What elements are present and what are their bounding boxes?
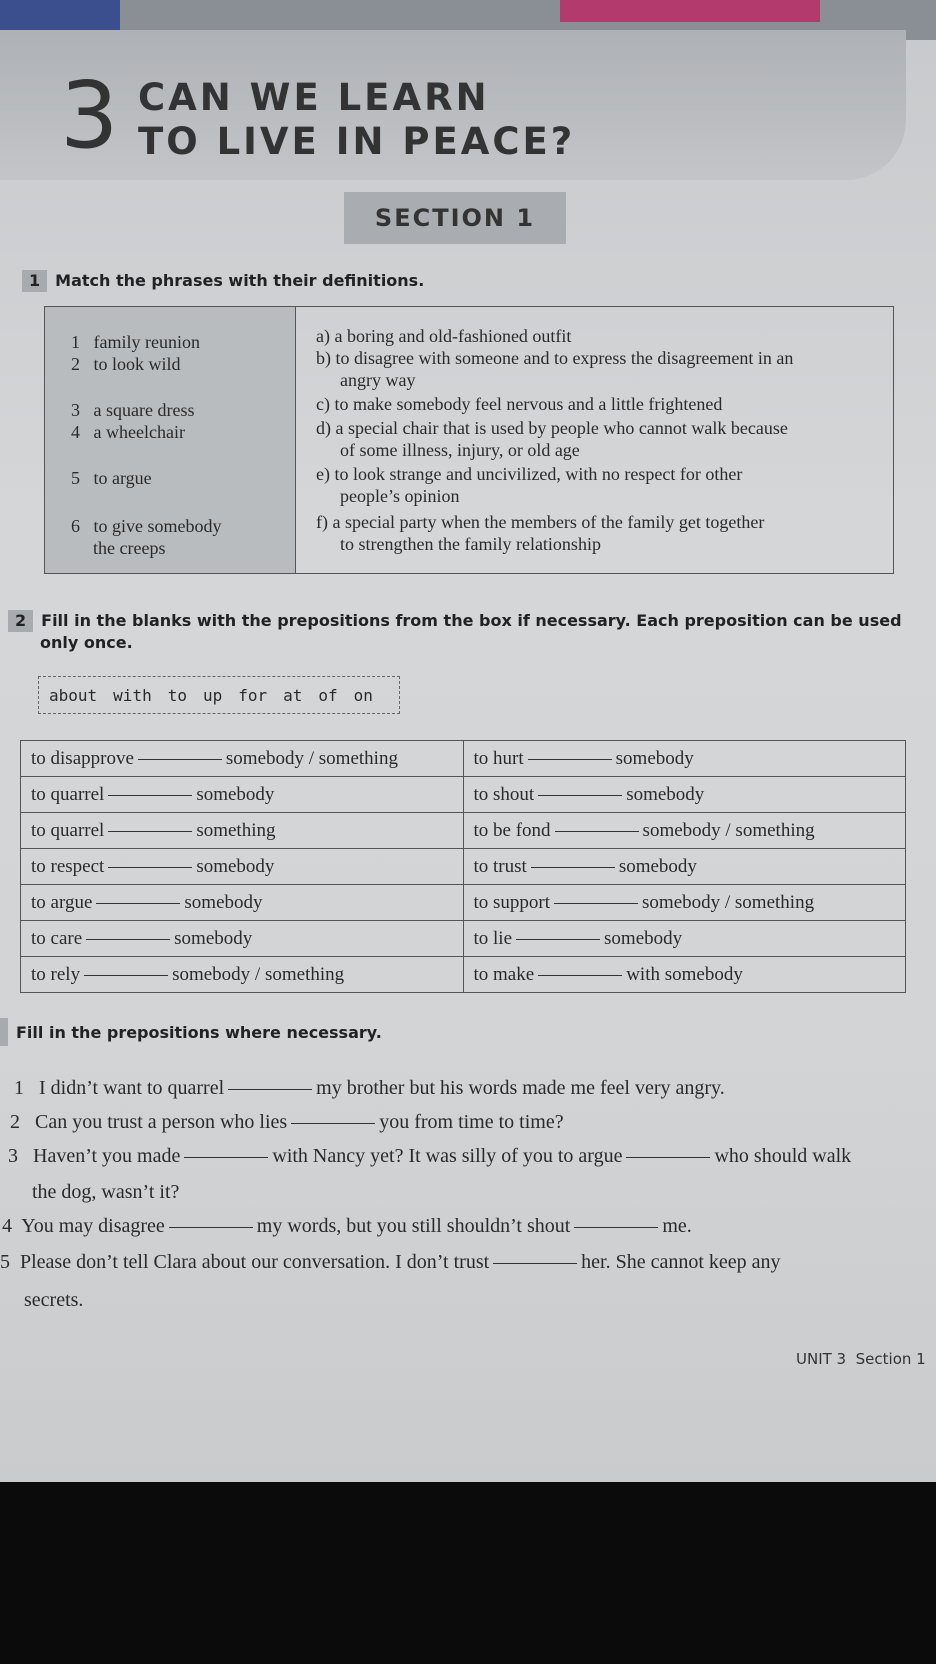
definition-item: d) a special chair that is used by people who cannot walk because (316, 418, 788, 438)
answer-blank[interactable] (528, 759, 612, 760)
page-footer (796, 1350, 926, 1368)
definition-item-continued: people’s opinion (340, 486, 460, 506)
phrase-item: 2 to look wild (71, 354, 181, 374)
phrase-item-continued: the creeps (93, 538, 166, 558)
box-word: on (353, 685, 373, 705)
definition-item: a) a boring and old-fashioned outfit (316, 326, 572, 346)
table-cell-left: to argue somebody (21, 885, 464, 921)
ex1-instruction: Match the phrases with their definitions. (55, 271, 425, 290)
ex3-marker (0, 1018, 8, 1046)
box-word: at (283, 685, 303, 705)
answer-blank[interactable] (138, 759, 222, 760)
ex2-instruction: Fill in the blanks with the prepositions from the box if necessary. Each preposition can be used (41, 611, 902, 630)
table-row (21, 741, 906, 777)
answer-blank[interactable] (108, 795, 192, 796)
matching-table (44, 306, 894, 574)
table-row (21, 957, 906, 993)
definitions-column (296, 307, 893, 573)
phrase-item: 4 a wheelchair (71, 422, 185, 442)
definition-item: c) to make somebody feel nervous and a little frightened (316, 394, 723, 414)
preposition-table (20, 740, 906, 993)
table-cell-left: to quarrel something (21, 813, 464, 849)
table-cell-right: to lie somebody (463, 921, 906, 957)
phrases-column (45, 307, 296, 573)
table-cell-left: to respect somebody (21, 849, 464, 885)
phrase-item: 1 family reunion (71, 332, 200, 352)
unit-title-line1: CAN WE LEARN (138, 76, 490, 119)
answer-blank[interactable] (574, 1227, 658, 1228)
ex2-heading (8, 610, 902, 654)
ex3-sentence-2: 2 Can you trust a person who lies you from time to time? (10, 1111, 564, 1133)
section-label: SECTION 1 (344, 192, 566, 244)
answer-blank[interactable] (291, 1123, 375, 1124)
ex2-number: 2 (8, 610, 33, 632)
answer-blank[interactable] (538, 795, 622, 796)
box-word: to (167, 685, 187, 705)
answer-blank[interactable] (169, 1227, 253, 1228)
answer-blank[interactable] (184, 1157, 268, 1158)
table-row (21, 849, 906, 885)
ex3-sentence-5-continued: secrets. (24, 1289, 84, 1311)
table-cell-left: to quarrel somebody (21, 777, 464, 813)
ex3-sentence-3-continued: the dog, wasn’t it? (32, 1181, 180, 1203)
box-word: about (49, 685, 98, 705)
ex2-instruction-line2: only once. (40, 633, 133, 652)
answer-blank[interactable] (228, 1089, 312, 1090)
answer-blank[interactable] (626, 1157, 710, 1158)
definition-item-continued: to strengthen the family relationship (340, 534, 601, 554)
box-word: with (113, 685, 152, 705)
definition-item: b) to disagree with someone and to express the disagreement in an (316, 348, 794, 368)
box-word: of (318, 685, 338, 705)
preposition-box (38, 676, 400, 714)
table-cell-left: to rely somebody / something (21, 957, 464, 993)
answer-blank[interactable] (108, 867, 192, 868)
table-row (21, 921, 906, 957)
answer-blank[interactable] (108, 831, 192, 832)
table-cell-right: to trust somebody (463, 849, 906, 885)
definition-item: e) to look strange and uncivilized, with no respect for other (316, 464, 743, 484)
table-row (21, 813, 906, 849)
box-word: for (238, 685, 268, 705)
ex1-number: 1 (22, 270, 47, 292)
box-word: up (202, 685, 223, 705)
phrase-item: 6 to give somebody (71, 516, 222, 536)
answer-blank[interactable] (538, 975, 622, 976)
definition-item-continued: of some illness, injury, or old age (340, 440, 580, 460)
answer-blank[interactable] (531, 867, 615, 868)
ex3-sentence-3: 3 Haven’t you made with Nancy yet? It was silly of you to argue who should walk (8, 1145, 852, 1167)
ex3-heading: Fill in the prepositions where necessary. (16, 1023, 382, 1042)
answer-blank[interactable] (493, 1263, 577, 1264)
table-cell-right: to make with somebody (463, 957, 906, 993)
definition-item-continued: angry way (340, 370, 416, 390)
phrase-item: 3 a square dress (71, 400, 195, 420)
answer-blank[interactable] (555, 831, 639, 832)
unit-number: 3 (60, 62, 119, 169)
answer-blank[interactable] (554, 903, 638, 904)
table-cell-right: to shout somebody (463, 777, 906, 813)
footer-unit: UNIT 3 (796, 1350, 847, 1368)
table-cell-left: to care somebody (21, 921, 464, 957)
table-row (21, 777, 906, 813)
definition-item: f) a special party when the members of the family get together (316, 512, 765, 532)
ex1-heading (22, 270, 424, 292)
unit-title (138, 76, 575, 164)
table-cell-right: to hurt somebody (463, 741, 906, 777)
phrase-item: 5 to argue (71, 468, 152, 488)
footer-section: Section 1 (855, 1350, 926, 1368)
answer-blank[interactable] (516, 939, 600, 940)
answer-blank[interactable] (86, 939, 170, 940)
table-row (21, 885, 906, 921)
answer-blank[interactable] (96, 903, 180, 904)
unit-title-line2: TO LIVE IN PEACE? (138, 120, 576, 163)
ex3-sentence-4: 4 You may disagree my words, but you still shouldn’t shout me. (2, 1215, 692, 1237)
ex3-sentence-1: 1 I didn’t want to quarrel my brother but his words made me feel very angry. (14, 1077, 725, 1099)
table-cell-right: to support somebody / something (463, 885, 906, 921)
answer-blank[interactable] (84, 975, 168, 976)
table-cell-right: to be fond somebody / something (463, 813, 906, 849)
ex3-sentence-5: 5 Please don’t tell Clara about our conversation. I don’t trust her. She cannot keep any (0, 1251, 781, 1273)
table-cell-left: to disapprove somebody / something (21, 741, 464, 777)
